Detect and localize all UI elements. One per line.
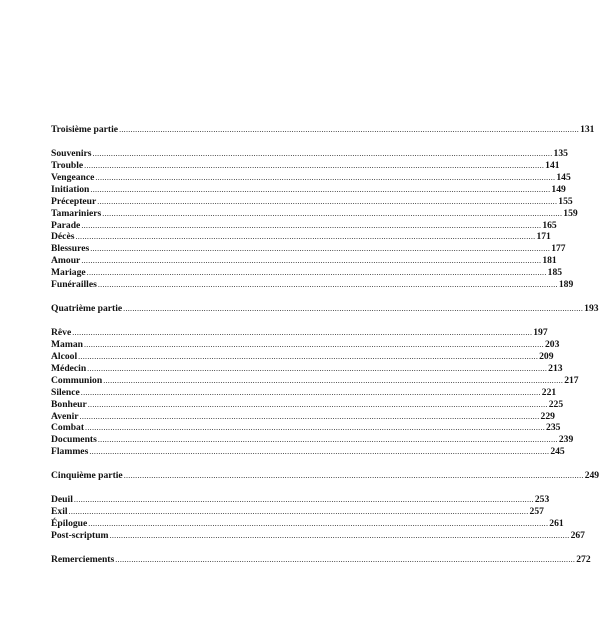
toc-entry bbox=[51, 517, 564, 530]
toc-page-number: 149 bbox=[551, 183, 566, 195]
toc-page-number: 217 bbox=[564, 374, 579, 386]
section-spacer bbox=[51, 136, 371, 148]
dot-leader: ........................................................................................................................................................................................................ bbox=[86, 268, 547, 278]
toc-page-number: 245 bbox=[550, 446, 565, 458]
dot-leader: ........................................................................................................................................................................................................ bbox=[109, 530, 570, 540]
dot-leader: ........................................................................................................................................................................................................ bbox=[87, 399, 548, 409]
dot-leader: ........................................................................................................................................................................................................ bbox=[115, 554, 576, 564]
toc-entry-label: Flammes bbox=[51, 446, 89, 458]
toc-page-number: 171 bbox=[536, 231, 551, 243]
toc-entry-label: Alcool bbox=[51, 350, 78, 362]
section-spacer bbox=[51, 291, 371, 303]
toc-entry bbox=[51, 171, 571, 184]
toc-page-number: 213 bbox=[548, 362, 563, 374]
dot-leader: ........................................................................................................................................................................................................ bbox=[92, 148, 553, 158]
dot-leader: ........................................................................................................................................................................................................ bbox=[89, 447, 550, 457]
toc-page-number: 141 bbox=[545, 159, 560, 171]
toc-entry-label: Deuil bbox=[51, 494, 73, 506]
dot-leader: ........................................................................................................................................................................................................ bbox=[68, 507, 529, 516]
dot-leader: ........................................................................................................................................................................................................ bbox=[103, 375, 564, 385]
toc-entry-label: Mariage bbox=[51, 267, 86, 279]
toc-page-number: 165 bbox=[542, 219, 557, 231]
toc-entry-label: Remerciements bbox=[51, 553, 115, 565]
toc-entry bbox=[51, 267, 563, 279]
toc-page-number: 249 bbox=[584, 470, 599, 482]
toc-entry bbox=[51, 529, 585, 542]
toc-page-number: 235 bbox=[546, 422, 561, 434]
toc-entry bbox=[51, 494, 550, 506]
toc-entry-label: Quatrième partie bbox=[51, 303, 123, 315]
toc-page-number: 159 bbox=[563, 207, 578, 219]
toc-entry-label: Vengeance bbox=[51, 171, 95, 183]
toc-part-heading bbox=[51, 470, 599, 482]
dot-leader: ........................................................................................................................................................................................................ bbox=[72, 327, 533, 337]
toc-entry bbox=[51, 219, 557, 232]
toc-entry-label: Troisième partie bbox=[51, 124, 119, 135]
toc-entry bbox=[51, 446, 565, 458]
toc-entry-label: Exil bbox=[51, 506, 68, 517]
toc-page-number: 177 bbox=[551, 243, 566, 255]
dot-leader: ........................................................................................................................................................................................................ bbox=[88, 518, 549, 528]
dot-leader: ........................................................................................................................................................................................................ bbox=[90, 184, 551, 194]
toc-entry-label: Épilogue bbox=[51, 517, 88, 529]
dot-leader: ........................................................................................................................................................................................................ bbox=[85, 423, 546, 433]
toc-page-number: 225 bbox=[548, 398, 564, 410]
toc-entry bbox=[51, 398, 564, 411]
toc-page-number: 257 bbox=[529, 506, 544, 517]
toc-page-number: 229 bbox=[540, 410, 555, 422]
toc-entry bbox=[51, 207, 578, 220]
toc-entry bbox=[51, 231, 551, 243]
section-spacer bbox=[51, 315, 371, 327]
toc-entry bbox=[51, 434, 574, 446]
toc-entry-label: Documents bbox=[51, 434, 97, 446]
dot-leader: ........................................................................................................................................................................................................ bbox=[79, 411, 540, 421]
table-of-contents bbox=[51, 124, 599, 566]
dot-leader: ........................................................................................................................................................................................................ bbox=[84, 160, 545, 170]
toc-page-number: 189 bbox=[558, 279, 574, 291]
toc-entry bbox=[51, 374, 579, 387]
toc-entry bbox=[51, 183, 566, 196]
dot-leader: ........................................................................................................................................................................................................ bbox=[123, 304, 584, 314]
toc-entry-label: Bonheur bbox=[51, 398, 87, 410]
toc-part-heading bbox=[51, 553, 591, 566]
dot-leader: ........................................................................................................................................................................................................ bbox=[95, 172, 556, 182]
toc-page-number: 203 bbox=[544, 338, 560, 350]
toc-entry-label: Tamariniers bbox=[51, 207, 102, 219]
toc-entry-label: Combat bbox=[51, 422, 85, 434]
toc-page-number: 272 bbox=[576, 553, 591, 565]
dot-leader: ........................................................................................................................................................................................................ bbox=[73, 495, 534, 505]
toc-page-number: 185 bbox=[547, 267, 563, 279]
section-spacer bbox=[51, 458, 371, 470]
toc-entry-label: Médecin bbox=[51, 362, 87, 374]
toc-page-number: 221 bbox=[541, 386, 557, 398]
dot-leader: ........................................................................................................................................................................................................ bbox=[81, 256, 542, 266]
section-spacer bbox=[51, 542, 371, 554]
toc-entry-label: Amour bbox=[51, 255, 81, 267]
toc-page-number: 181 bbox=[542, 255, 557, 267]
toc-entry-label: Funérailles bbox=[51, 279, 97, 291]
dot-leader: ........................................................................................................................................................................................................ bbox=[119, 125, 580, 134]
toc-page-number: 261 bbox=[549, 517, 564, 529]
toc-entry bbox=[51, 410, 555, 423]
toc-entry-label: Silence bbox=[51, 386, 80, 398]
dot-leader: ........................................................................................................................................................................................................ bbox=[87, 363, 548, 373]
toc-page-number: 209 bbox=[539, 350, 554, 362]
toc-entry-label: Souvenirs bbox=[51, 147, 92, 159]
toc-entry bbox=[51, 326, 548, 339]
toc-page-number: 155 bbox=[558, 195, 573, 207]
dot-leader: ........................................................................................................................................................................................................ bbox=[97, 196, 558, 206]
toc-entry-label: Décès bbox=[51, 231, 75, 243]
toc-entry-label: Initiation bbox=[51, 183, 90, 195]
dot-leader: ........................................................................................................................................................................................................ bbox=[83, 339, 544, 349]
dot-leader: ........................................................................................................................................................................................................ bbox=[81, 220, 542, 230]
toc-entry-label: Trouble bbox=[51, 159, 84, 171]
section-spacer bbox=[51, 482, 371, 494]
dot-leader: ........................................................................................................................................................................................................ bbox=[97, 435, 558, 445]
dot-leader: ........................................................................................................................................................................................................ bbox=[102, 208, 563, 218]
toc-page-number: 253 bbox=[534, 494, 550, 506]
dot-leader: ........................................................................................................................................................................................................ bbox=[97, 280, 558, 290]
toc-entry-label: Post-scriptum bbox=[51, 529, 109, 541]
toc-entry bbox=[51, 362, 563, 375]
toc-entry bbox=[51, 195, 573, 208]
toc-part-heading bbox=[51, 303, 599, 315]
toc-entry-label: Maman bbox=[51, 338, 83, 350]
toc-page-number: 131 bbox=[580, 124, 595, 135]
toc-entry bbox=[51, 422, 561, 434]
toc-entry-label: Parade bbox=[51, 219, 81, 231]
toc-entry bbox=[51, 279, 574, 291]
dot-leader: ........................................................................................................................................................................................................ bbox=[75, 232, 536, 242]
toc-entry bbox=[51, 386, 557, 399]
toc-entry-label: Communion bbox=[51, 374, 103, 386]
dot-leader: ........................................................................................................................................................................................................ bbox=[78, 351, 539, 361]
dot-leader: ........................................................................................................................................................................................................ bbox=[123, 471, 584, 481]
toc-entry-label: Précepteur bbox=[51, 195, 97, 207]
toc-entry-label: Avenir bbox=[51, 410, 79, 422]
toc-entry-label: Rêve bbox=[51, 326, 72, 338]
toc-entry bbox=[51, 255, 557, 267]
dot-leader: ........................................................................................................................................................................................................ bbox=[90, 244, 551, 254]
toc-entry bbox=[51, 506, 544, 518]
toc-entry bbox=[51, 243, 566, 255]
toc-entry bbox=[51, 338, 560, 351]
toc-page-number: 193 bbox=[584, 303, 599, 315]
toc-page-number: 267 bbox=[570, 529, 585, 541]
toc-entry-label: Blessures bbox=[51, 243, 90, 255]
toc-entry bbox=[51, 159, 560, 172]
toc-entry-label: Cinquième partie bbox=[51, 470, 123, 482]
toc-entry bbox=[51, 350, 554, 363]
toc-part-heading bbox=[51, 124, 595, 136]
dot-leader: ........................................................................................................................................................................................................ bbox=[80, 387, 541, 397]
toc-page-number: 239 bbox=[558, 434, 574, 446]
toc-page-number: 145 bbox=[556, 171, 571, 183]
toc-page-number: 197 bbox=[533, 326, 548, 338]
toc-page-number: 135 bbox=[553, 147, 568, 159]
toc-entry bbox=[51, 147, 568, 160]
